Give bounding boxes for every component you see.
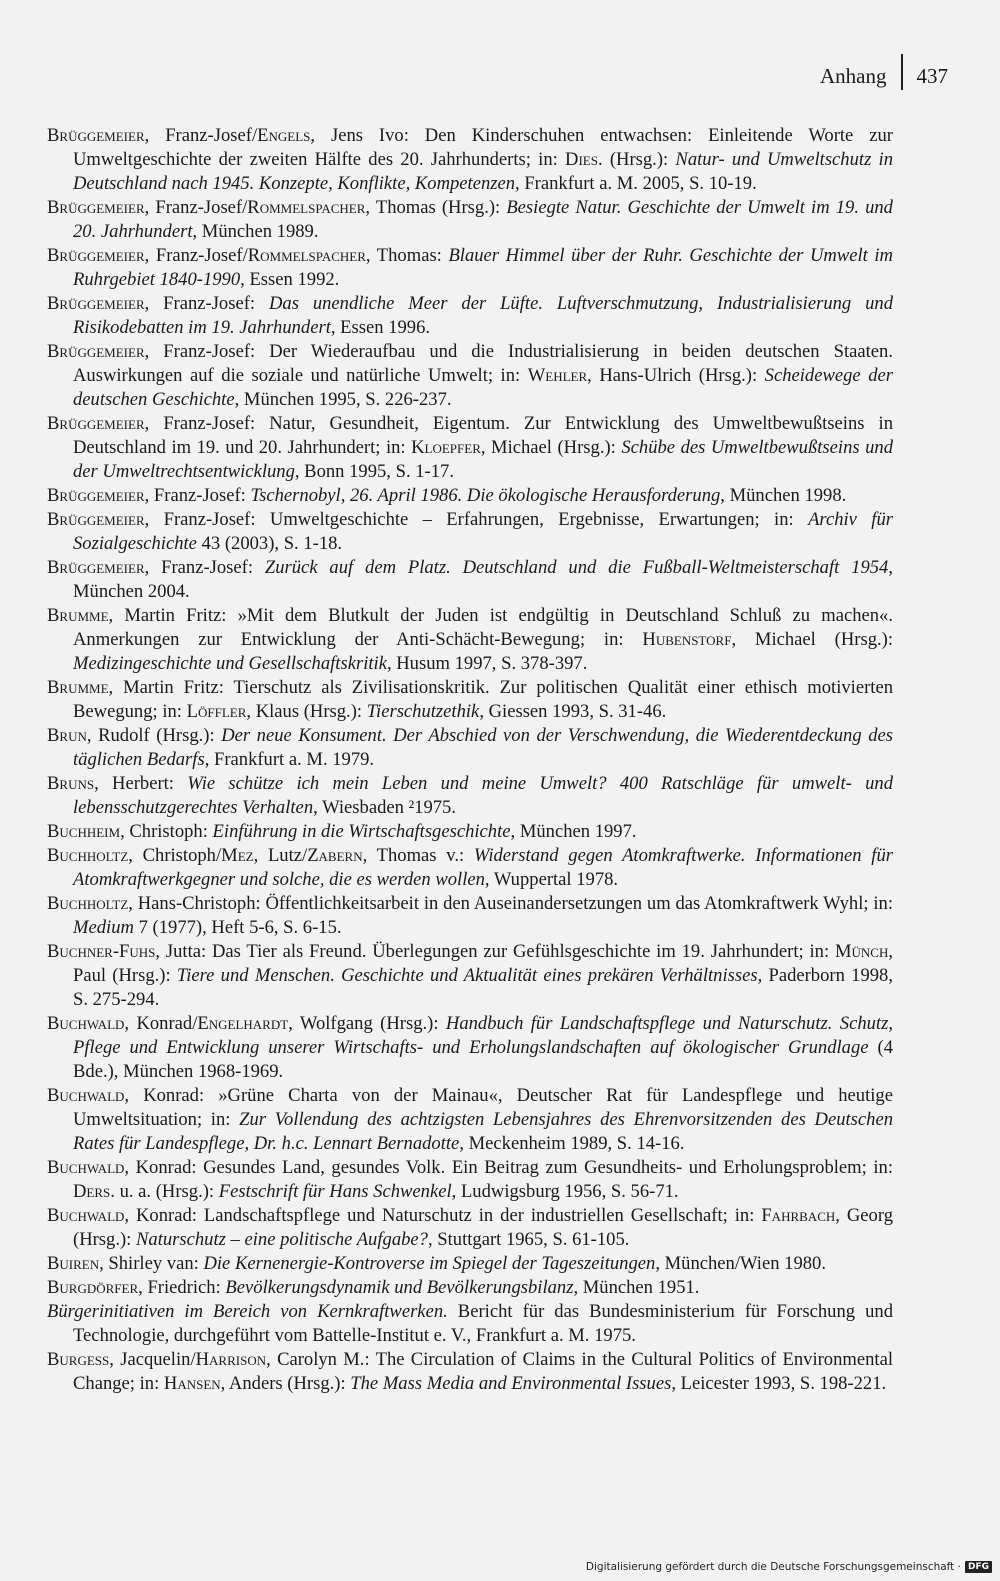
author-name: Buchwald: [47, 1205, 125, 1226]
author-name: Dies: [565, 149, 598, 170]
bibliography-entry: [47, 1204, 893, 1252]
entry-text: , München 2004.: [73, 557, 893, 602]
entry-text: , Friedrich:: [138, 1277, 226, 1298]
entry-text: , Leicester 1993, S. 198-221.: [671, 1373, 887, 1394]
entry-text: , Martin Fritz: »Mit dem Blutkult der Juden ist endgültig in Deutschland Schluß zu machen«. Anmerkungen zur Entwicklung der Anti-Schächt-Bewegung; in:: [73, 605, 893, 650]
entry-text: , Franz-Josef:: [144, 485, 251, 506]
bibliography-entry: [47, 196, 893, 244]
credit-text: Digitalisierung gefördert durch die Deutsche Forschungsgemeinschaft ·: [585, 1561, 961, 1573]
bibliography-entry: [47, 1300, 893, 1348]
header-divider: [901, 54, 903, 90]
author-name: Löffler: [186, 701, 247, 722]
bibliography-entry: [47, 676, 893, 724]
bibliography-entry: [47, 892, 893, 940]
author-name: Hansen: [163, 1373, 221, 1394]
author-name: Brüggemeier: [47, 245, 145, 266]
author-name: Brumme: [47, 605, 109, 626]
bibliography-entry: [47, 1156, 893, 1204]
author-name: Burgess: [47, 1349, 110, 1370]
work-title: Besiegte Natur. Geschichte der Umwelt im 19. und 20. Jahrhundert: [73, 197, 893, 242]
entry-text: , Hans-Christoph: Öffentlichkeitsarbeit in den Auseinandersetzungen um das Atomkraftwerk Wyhl; in:: [128, 893, 893, 914]
author-name: Ders: [73, 1181, 111, 1202]
entry-text: , Shirley van:: [99, 1253, 204, 1274]
author-name: Buchwald: [47, 1085, 125, 1106]
entry-text: , Hans-Ulrich (Hrsg.):: [587, 365, 765, 386]
work-title: Bürgerinitiativen im Bereich von Kernkraftwerken.: [47, 1301, 448, 1322]
entry-text: , Franz-Josef: Umweltgeschichte – Erfahrungen, Ergebnisse, Erwartungen; in:: [144, 509, 809, 530]
bibliography-list: [47, 124, 893, 1396]
page-number: 437: [916, 63, 948, 88]
work-title: Handbuch für Landschaftspflege und Naturschutz. Schutz, Pflege und Entwicklung unserer Wirtschafts- und Erholungslandschaften auf ökologischer Grundlage: [73, 1013, 893, 1058]
work-title: Der neue Konsument. Der Abschied von der Verschwendung, die Wiederentdeckung des täglichen Bedarfs: [73, 725, 893, 770]
entry-text: , Thomas (Hrsg.):: [365, 197, 507, 218]
work-title: Tierschutzethik: [366, 701, 480, 722]
author-name: Rommelspacher: [247, 245, 366, 266]
author-name: Brüggemeier: [47, 341, 145, 362]
entry-text: . (Hrsg.):: [597, 149, 676, 170]
bibliography-entry: [47, 772, 893, 820]
entry-text: , Michael (Hrsg.):: [731, 629, 893, 650]
entry-text: , Jacquelin/: [109, 1349, 196, 1370]
entry-text: , Paderborn 1998, S. 275-294.: [73, 965, 893, 1010]
entry-text: , Konrad: Gesundes Land, gesundes Volk. Ein Beitrag zum Gesundheits- und Erholungsproblem; in:: [124, 1157, 893, 1178]
bibliography-entry: [47, 292, 893, 340]
work-title: Medizingeschichte und Gesellschaftskritik: [73, 653, 387, 674]
author-name: Brumme: [47, 677, 109, 698]
author-name: Buchwald: [47, 1013, 125, 1034]
bibliography-entry: [47, 1252, 893, 1276]
bibliography-entry: [47, 484, 893, 508]
entry-text: , München 1989.: [192, 221, 319, 242]
entry-text: , Konrad: »Grüne Charta von der Mainau«, Deutscher Rat für Landespflege und heutige Umweltsituation; in:: [73, 1085, 893, 1130]
entry-text: , Ludwigsburg 1956, S. 56-71.: [451, 1181, 679, 1202]
entry-text: , München/Wien 1980.: [655, 1253, 827, 1274]
entry-text: , Lutz/: [253, 845, 308, 866]
author-name: Rommelspacher: [247, 197, 366, 218]
entry-text: , München 1997.: [510, 821, 637, 842]
entry-text: , Franz-Josef:: [144, 557, 265, 578]
author-name: Engelhardt: [197, 1013, 289, 1034]
work-title: Naturschutz – eine politische Aufgabe?: [136, 1229, 428, 1250]
bibliography-entry: [47, 556, 893, 604]
entry-text: , München 1998.: [720, 485, 847, 506]
bibliography-entry: [47, 508, 893, 556]
work-title: Widerstand gegen Atomkraftwerke. Informationen für Atomkraftwerkgegner und solche, die es werden wollen: [73, 845, 893, 890]
digitization-credit: [586, 1561, 992, 1573]
entry-text: , Franz-Josef: Der Wiederaufbau und die Industrialisierung in beiden deutschen Staaten. Auswirkungen auf die soziale und natürliche Umwelt; in:: [73, 341, 893, 386]
entry-text: . u. a. (Hrsg.):: [110, 1181, 219, 1202]
running-header: [820, 58, 948, 94]
entry-text: , Bonn 1995, S. 1-17.: [294, 461, 454, 482]
author-name: Engels: [257, 125, 311, 146]
entry-text: , Klaus (Hrsg.):: [246, 701, 367, 722]
bibliography-entry: [47, 1348, 893, 1396]
entry-text: , Paul (Hrsg.):: [73, 941, 893, 986]
author-name: Brüggemeier: [47, 485, 145, 506]
work-title: Zur Vollendung des achtzigsten Lebensjahres des Ehrenvorsitzenden des Deutschen Rates für Landespflege, Dr. h.c. Lennart Bernadotte: [73, 1109, 893, 1154]
work-title: Die Kernenergie-Kontroverse im Spiegel der Tageszeitungen: [203, 1253, 656, 1274]
author-name: Kloepfer: [411, 437, 481, 458]
author-name: Mez: [221, 845, 254, 866]
entry-text: , Giessen 1993, S. 31-46.: [479, 701, 667, 722]
entry-text: , München 1995, S. 226-237.: [234, 389, 452, 410]
author-name: Brüggemeier: [47, 509, 145, 530]
entry-text: , Essen 1996.: [330, 317, 431, 338]
entry-text: , München 1951.: [573, 1277, 700, 1298]
section-title: Anhang: [820, 63, 887, 88]
author-name: Bruns: [47, 773, 95, 794]
entry-text: , Wuppertal 1978.: [484, 869, 619, 890]
author-name: Brüggemeier: [47, 197, 145, 218]
author-name: Harrison: [195, 1349, 267, 1370]
bibliography-entry: [47, 1012, 893, 1084]
entry-text: (4 Bde.), München 1968-1969.: [73, 1037, 893, 1082]
author-name: Fahrbach: [761, 1205, 836, 1226]
work-title: Tiere und Menschen. Geschichte und Aktualität eines prekären Verhältnisses: [176, 965, 758, 986]
bibliography-entry: [47, 844, 893, 892]
bibliography-entry: [47, 820, 893, 844]
entry-text: , Essen 1992.: [240, 269, 340, 290]
author-name: Burgdörfer: [47, 1277, 139, 1298]
entry-text: , Georg (Hrsg.):: [73, 1205, 893, 1250]
entry-text: , Meckenheim 1989, S. 14-16.: [459, 1133, 685, 1154]
bibliography-entry: [47, 724, 893, 772]
work-title: Bevölkerungsdynamik und Bevölkerungsbilanz: [225, 1277, 574, 1298]
work-title: Medium: [73, 917, 134, 938]
work-title: Das unendliche Meer der Lüfte. Luftverschmutzung, Industrialisierung und Risikodebatten im 19. Jahrhundert: [73, 293, 893, 338]
work-title: The Mass Media and Environmental Issues: [350, 1373, 672, 1394]
work-title: Archiv für Sozialgeschichte: [73, 509, 893, 554]
work-title: Zurück auf dem Platz. Deutschland und die Fußball-Weltmeisterschaft 1954: [264, 557, 889, 578]
bibliography-entry: [47, 340, 893, 412]
entry-text: , Husum 1997, S. 378-397.: [386, 653, 588, 674]
bibliography-entry: [47, 124, 893, 196]
work-title: Einführung in die Wirtschaftsgeschichte: [212, 821, 511, 842]
author-name: Buchheim: [47, 821, 121, 842]
entry-text: , Stuttgart 1965, S. 61-105.: [427, 1229, 630, 1250]
author-name: Wehler: [527, 365, 588, 386]
entry-text: , Franz-Josef:: [144, 293, 269, 314]
author-name: Brüggemeier: [47, 557, 145, 578]
entry-text: , Jutta: Das Tier als Freund. Überlegungen zur Gefühlsgeschichte im 19. Jahrhundert; in:: [155, 941, 835, 962]
author-name: Buchholtz: [47, 893, 129, 914]
entry-text: , Jens Ivo: Den Kinderschuhen entwachsen: Einleitende Worte zur Umweltgeschichte der zweiten Hälfte des 20. Jahrhunderts; in:: [73, 125, 893, 170]
entry-text: , Thomas:: [365, 245, 449, 266]
entry-text: , Anders (Hrsg.):: [220, 1373, 351, 1394]
entry-text: 7 (1977), Heft 5-6, S. 6-15.: [133, 917, 342, 938]
author-name: Buiren: [47, 1253, 100, 1274]
work-title: Scheidewege der deutschen Geschichte: [73, 365, 893, 410]
entry-text: , Franz-Josef/: [144, 125, 258, 146]
author-name: Brun: [47, 725, 87, 746]
entry-text: , Konrad: Landschaftspflege und Naturschutz in der industriellen Gesellschaft; in:: [124, 1205, 762, 1226]
entry-text: , Franz-Josef/: [144, 197, 248, 218]
author-name: Brüggemeier: [47, 293, 145, 314]
author-name: Hubenstorf: [642, 629, 732, 650]
entry-text: , Herbert:: [94, 773, 188, 794]
bibliography-entry: [47, 604, 893, 676]
entry-text: , Rudolf (Hrsg.):: [86, 725, 222, 746]
work-title: Wie schütze ich mein Leben und meine Umwelt? 400 Ratschläge für umwelt- und lebensschutzgerechtes Verhalten: [73, 773, 893, 818]
work-title: Natur- und Umweltschutz in Deutschland nach 1945. Konzepte, Konflikte, Kompetenzen: [73, 149, 893, 194]
entry-text: , Franz-Josef: Natur, Gesundheit, Eigentum. Zur Entwicklung des Umweltbewußtseins in Deutschland im 19. und 20. Jahrhundert; in:: [73, 413, 893, 458]
entry-text: , Christoph/: [128, 845, 222, 866]
author-name: Buchwald: [47, 1157, 125, 1178]
entry-text: , Wolfgang (Hrsg.):: [288, 1013, 446, 1034]
author-name: Zabern: [307, 845, 363, 866]
entry-text: , Frankfurt a. M. 2005, S. 10-19.: [515, 173, 757, 194]
bibliography-entry: [47, 1084, 893, 1156]
bibliography-entry: [47, 1276, 893, 1300]
work-title: Schübe des Umweltbewußtseins und der Umweltrechtsentwicklung: [73, 437, 894, 482]
author-name: Münch: [834, 941, 889, 962]
author-name: Buchner-Fuhs: [47, 941, 156, 962]
entry-text: , Thomas v.:: [362, 845, 474, 866]
entry-text: , Martin Fritz: Tierschutz als Zivilisationskritik. Zur politischen Qualität einer ethisch motivierten Bewegung; in:: [73, 677, 893, 722]
entry-text: , Michael (Hrsg.):: [480, 437, 622, 458]
entry-text: 43 (2003), S. 1-18.: [196, 533, 343, 554]
work-title: Tschernobyl, 26. April 1986. Die ökologische Herausforderung: [250, 485, 721, 506]
entry-text: , Carolyn M.: The Circulation of Claims in the Cultural Politics of Environmental Change; in:: [73, 1349, 893, 1394]
entry-text: , Konrad/: [124, 1013, 198, 1034]
work-title: Festschrift für Hans Schwenkel: [218, 1181, 452, 1202]
author-name: Buchholtz: [47, 845, 129, 866]
entry-text: Bericht für das Bundesministerium für Forschung und Technologie, durchgeführt vom Battelle-Institut e. V., Frankfurt a. M. 1975.: [73, 1301, 893, 1346]
entry-text: , Christoph:: [120, 821, 213, 842]
dfg-logo: DFG: [965, 1561, 992, 1573]
entry-text: , Frankfurt a. M. 1979.: [204, 749, 375, 770]
bibliography-entry: [47, 412, 893, 484]
bibliography-entry: [47, 244, 893, 292]
work-title: Blauer Himmel über der Ruhr. Geschichte der Umwelt im Ruhrgebiet 1840-1990: [73, 245, 893, 290]
author-name: Brüggemeier: [47, 125, 145, 146]
entry-text: , Franz-Josef/: [144, 245, 248, 266]
bibliography-entry: [47, 940, 893, 1012]
author-name: Brüggemeier: [47, 413, 145, 434]
entry-text: , Wiesbaden ²1975.: [313, 797, 457, 818]
